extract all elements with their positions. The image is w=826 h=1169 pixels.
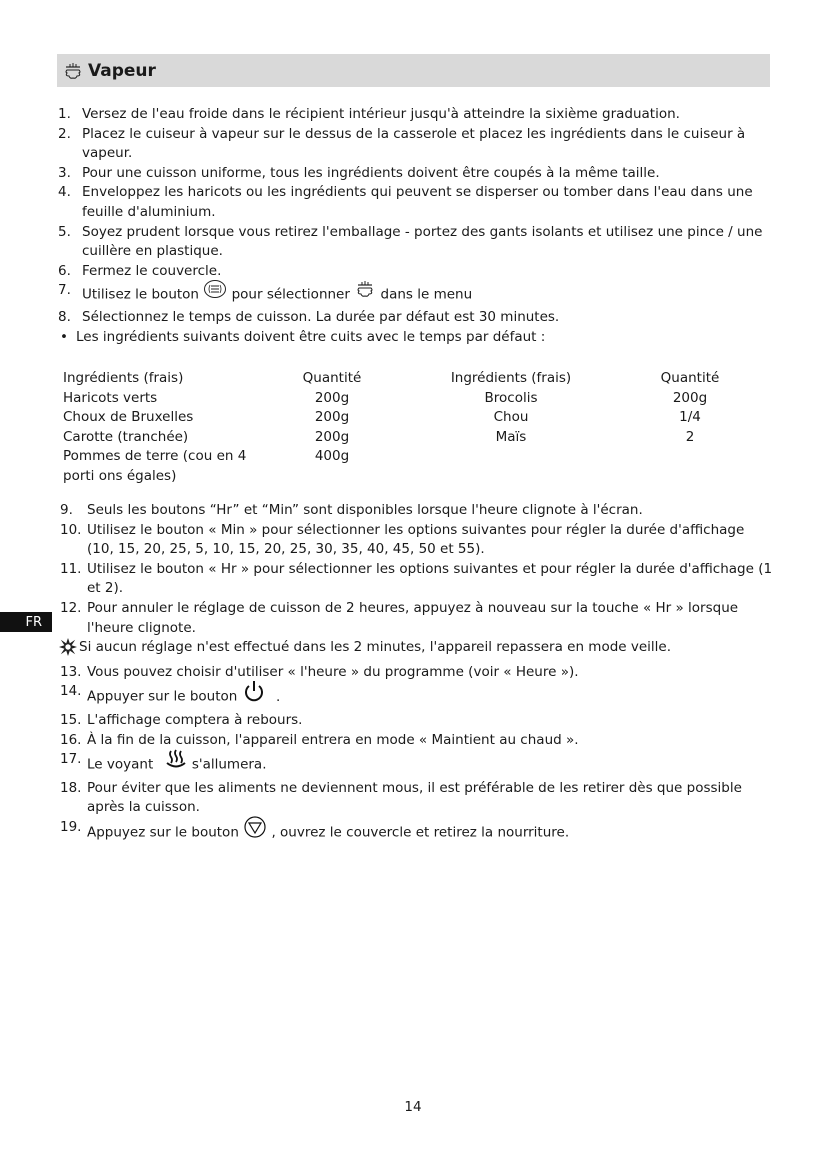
step-number: 11. (60, 560, 82, 577)
step-number: 1. (58, 106, 71, 122)
step-number: 18. (60, 779, 82, 796)
step-number: 2. (58, 125, 71, 142)
step-number: 5. (58, 223, 71, 240)
step-text: Fermez le couvercle. (82, 262, 222, 279)
step-15 (60, 711, 774, 731)
step-text: L'affichage comptera à rebours. (87, 711, 303, 728)
table-cell: 200g (314, 428, 350, 445)
table-cell: Carotte (tranchée) (63, 428, 189, 445)
table-cell: Maïs (495, 428, 527, 445)
step-number: 12. (60, 599, 82, 616)
step-text: À la fin de la cuisson, l'appareil entrera en mode « Maintient au chaud ». (87, 731, 579, 748)
step-item (60, 560, 774, 599)
step-number: 13. (60, 663, 82, 680)
step-item (58, 164, 773, 184)
step-text: Appuyez sur le bouton (87, 824, 239, 841)
step-item (60, 599, 774, 638)
note-row (59, 638, 774, 663)
step-number: 3. (58, 164, 71, 181)
menu-button-icon (203, 279, 227, 306)
step-number: 9. (60, 502, 73, 518)
stop-button-icon (243, 816, 267, 845)
power-icon (242, 680, 266, 709)
step-text: Le voyant (87, 756, 154, 773)
table-cell: 200g (314, 389, 350, 406)
step-text: Enveloppez les haricots ou les ingrédients qui peuvent se disperser ou tomber dans l'eau dans une feuille d'aluminium. (82, 184, 753, 220)
step-number: 14. (60, 683, 82, 700)
step-item (58, 223, 773, 262)
step-text: Placez le cuiseur à vapeur sur le dessus de la casserole et placez les ingrédients dans le cuiseur à vapeur. (82, 125, 746, 162)
ingredients-col-1 (63, 369, 253, 487)
step-item (58, 183, 773, 222)
steam-pot-icon (63, 61, 83, 81)
step-text: Pour éviter que les aliments ne deviennent mous, il est préférable de les retirer dès que possible après la cuisson. (87, 779, 742, 816)
step-text: Seuls les boutons “Hr” et “Min” sont disponibles lorsque l'heure clignote à l'écran. (87, 502, 643, 518)
bullet-note (58, 328, 773, 348)
step-item (58, 262, 773, 282)
step-13 (60, 663, 774, 683)
table-header: Quantité (302, 370, 362, 386)
step-text: pour sélectionner (231, 286, 350, 303)
step-number: 6. (58, 262, 71, 279)
step-item (60, 501, 774, 521)
step-text: Sélectionnez le temps de cuisson. La durée par défaut est 30 minutes. (82, 308, 560, 325)
step-text: , ouvrez le couvercle et retirez la nourriture. (271, 824, 570, 841)
steps-list-b (60, 501, 774, 638)
ingredients-col-4 (648, 369, 732, 447)
bullet-mark: • (60, 328, 68, 345)
step-text: Utilisez le bouton (82, 286, 199, 303)
keep-warm-icon (164, 748, 188, 777)
table-cell: Haricots verts (63, 389, 158, 406)
step-number: 16. (60, 731, 82, 748)
step-text: Vous pouvez choisir d'utiliser « l'heure » du programme (voir « Heure »). (87, 663, 579, 680)
step-8 (58, 308, 773, 328)
step-text: Utilisez le bouton « Hr » pour sélectionner les options suivantes et pour régler la durée d'affichage (1 et 2). (87, 560, 773, 597)
language-tab (0, 612, 52, 632)
step-number: 7. (58, 282, 71, 299)
step-19 (60, 818, 774, 847)
table-cell: 2 (685, 428, 695, 445)
step-number: 8. (58, 308, 71, 325)
step-text: Soyez prudent lorsque vous retirez l'emballage - portez des gants isolants et utilisez une pince / une cuillère en plastique. (82, 223, 763, 260)
table-cell: Choux de Bruxelles (63, 409, 194, 426)
section-title: Vapeur (88, 60, 156, 81)
step-text: dans le menu (380, 286, 473, 303)
table-cell: Chou (493, 409, 529, 426)
step-item (58, 125, 773, 164)
table-cell: 400g (314, 448, 350, 465)
table-header: Quantité (660, 370, 720, 386)
step-text: s'allumera. (191, 756, 267, 773)
step-text: Appuyer sur le bouton (87, 688, 238, 705)
step-18 (60, 779, 774, 818)
table-header: Ingrédients (frais) (63, 370, 184, 386)
instructions-part-1 (58, 105, 773, 347)
step-7 (58, 281, 773, 308)
step-text: Pour annuler le réglage de cuisson de 2 heures, appuyez à nouveau sur la touche « Hr » lorsque l'heure clignote. (87, 599, 739, 636)
step-17 (60, 750, 774, 779)
star-burst-icon (59, 638, 79, 663)
steam-pot-icon (354, 279, 376, 306)
table-header: Ingrédients (frais) (450, 370, 572, 386)
ingredients-col-3 (440, 369, 582, 447)
step-number: 10. (60, 521, 82, 538)
instructions-part-2 (60, 501, 774, 847)
table-cell: Pommes de terre (cou en 4 porti ons égales) (63, 448, 247, 484)
step-item (60, 521, 774, 560)
table-cell: Brocolis (484, 389, 538, 406)
step-text: Pour une cuisson uniforme, tous les ingrédients doivent être coupés à la même taille. (82, 164, 660, 181)
step-item (58, 105, 773, 125)
step-14 (60, 682, 774, 711)
table-cell: 200g (314, 409, 350, 426)
step-number: 17. (60, 751, 82, 768)
table-cell: 200g (672, 389, 708, 406)
steps-list-a (58, 105, 773, 281)
ingredients-col-2 (297, 369, 367, 467)
page-number: 14 (404, 1099, 422, 1115)
section-header (57, 54, 770, 87)
language-label: FR (25, 614, 42, 630)
step-number: 15. (60, 711, 82, 728)
note-text: Si aucun réglage n'est effectué dans les 2 minutes, l'appareil repassera en mode veille. (79, 639, 672, 656)
step-text: Versez de l'eau froide dans le récipient intérieur jusqu'à atteindre la sixième graduation. (82, 106, 680, 122)
bullet-text: Les ingrédients suivants doivent être cuits avec le temps par défaut : (76, 328, 546, 345)
step-number: 19. (60, 818, 82, 835)
table-cell: 1/4 (679, 409, 701, 426)
step-number: 4. (58, 184, 71, 201)
step-text: . (275, 688, 281, 705)
step-text: Utilisez le bouton « Min » pour sélectionner les options suivantes pour régler la durée d'affichage (10, 15, 20, 25, 5, 10, 15, 20, 25, 30, 35, 40, 45, 50 et 55). (87, 521, 745, 558)
